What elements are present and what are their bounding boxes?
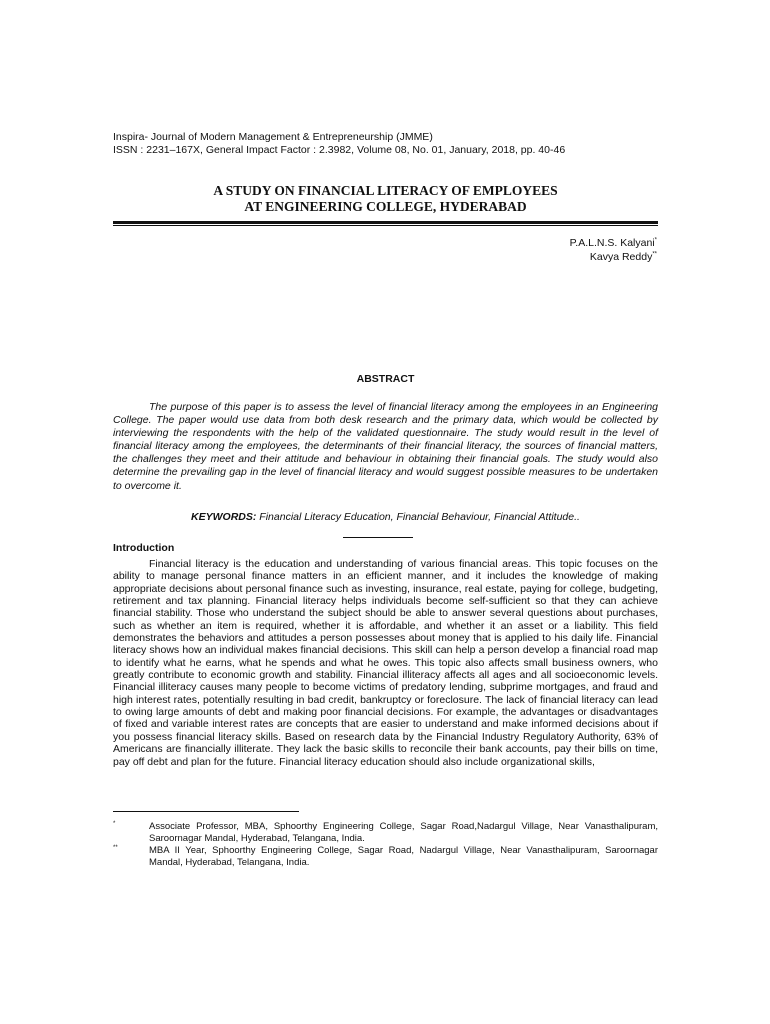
- journal-header: [113, 131, 565, 157]
- abstract-heading: ABSTRACT: [356, 373, 415, 385]
- footnote-divider: [113, 811, 299, 812]
- title-divider-thin: [113, 225, 658, 226]
- author-1: [570, 236, 657, 250]
- author-2-mark: **: [652, 251, 657, 258]
- introduction-text: Financial literacy is the education and understanding of various financial areas. This topic focuses on the ability to manage personal finance matters in an efficient manner, and it includes the knowledge of making appropriate decisions about personal finance such as investing, insurance, real estate, paying for college, budgeting, retirement and tax planning. Financial literacy helps individuals become self-sufficient so that they can achieve financial stability. Those who understand the subject should be able to answer several questions about purchases, such as whether an item is required, whether it is affordable, and whether it an asset or a liability. This field demonstrates the behaviors and attitudes a person possesses about money that is applied to his daily life. Financial literacy shows how an individual makes financial decisions. This skill can help a person develop a financial road map to identify what he earns, what he spends and what he owes. This topic also affects small business owners, who greatly contribute to economic growth and stability. Financial illiteracy affects all ages and all socioeconomic levels. Financial illiteracy causes many people to become victims of predatory lending, subprime mortgages, and fraud and high interest rates, potentially resulting in bad credit, bankruptcy or foreclosure. The lack of financial literacy can lead to owing large amounts of debt and making poor financial decisions. For example, the advantages or disadvantages of fixed and variable interest rates are concepts that are easier to understand and make informed decisions about if you possess financial literacy skills. Based on research data by the Financial Industry Regulatory Authority, 63% of Americans are financially illiterate. They lack the basic skills to reconcile their bank accounts, pay their bills on time, pay off debt and plan for the future. Financial literacy education should also include organizational skills,: [113, 558, 658, 768]
- title-line-2: AT ENGINEERING COLLEGE, HYDERABAD: [244, 199, 527, 214]
- footnote-1-mark: *: [113, 821, 116, 827]
- keywords-label: KEYWORDS:: [191, 511, 257, 523]
- abstract-text: The purpose of this paper is to assess the level of financial literacy among the employees in an Engineering College. The paper would use data from both desk research and the primary data, which would be collected by interviewing the respondents with the help of the validated questionnaire. The study would result in the level of financial literacy among the employees, the determinants of their financial literacy, the sources of financial matters, the challenges they meet and their attitude and behaviour in obtaining their financial goals. The study would also determine the prevailing gap in the level of financial literacy and would suggest possible measures to be undertaken to overcome it.: [113, 401, 658, 492]
- keywords: [113, 511, 658, 523]
- paper-title: [113, 183, 658, 215]
- author-1-name: P.A.L.N.S. Kalyani: [569, 237, 655, 249]
- title-divider-thick: [113, 221, 658, 224]
- keywords-text: Financial Literacy Education, Financial Behaviour, Financial Attitude..: [256, 511, 580, 523]
- author-list: [570, 236, 657, 264]
- footnote-1-text: Associate Professor, MBA, Sphoorthy Engineering College, Sagar Road,Nadargul Village, Near Vanasthalipuram, Saroornagar Mandal, Hyderabad, Telangana, India.: [149, 821, 658, 844]
- footnote-2-text: MBA II Year, Sphoorthy Engineering College, Sagar Road, Nadargul Village, Near Vanasthalipuram, Saroornagar Mandal, Hyderabad, Telangana, India.: [149, 845, 658, 868]
- footnote-1: [113, 821, 658, 845]
- author-1-mark: *: [654, 237, 657, 244]
- section-divider: [343, 537, 413, 538]
- author-2-name: Kavya Reddy: [589, 251, 653, 263]
- journal-issn: ISSN : 2231–167X, General Impact Factor : 2.3982, Volume 08, No. 01, January, 2018, pp. 40-46: [113, 144, 566, 156]
- journal-name: Inspira- Journal of Modern Management & Entrepreneurship (JMME): [113, 131, 433, 143]
- footnote-2: [113, 845, 658, 869]
- footnote-2-mark: **: [113, 845, 118, 851]
- author-2: [570, 250, 657, 264]
- introduction-heading: Introduction: [113, 542, 175, 554]
- title-line-1: A STUDY ON FINANCIAL LITERACY OF EMPLOYEES: [213, 183, 558, 198]
